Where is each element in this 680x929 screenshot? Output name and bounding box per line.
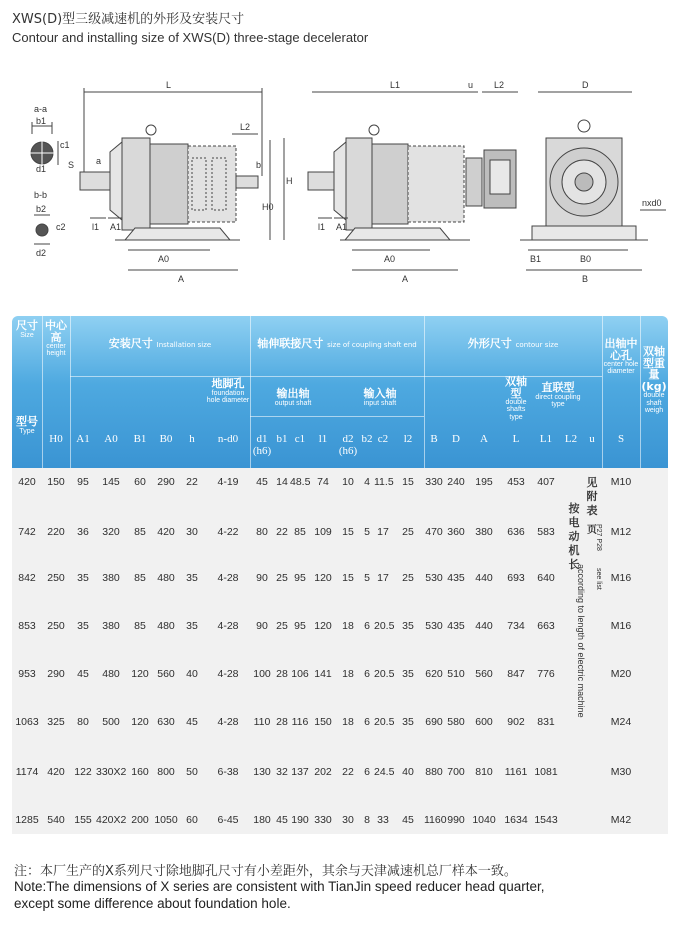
table-cell: 1050: [154, 814, 178, 826]
table-cell: 160: [131, 766, 149, 778]
table-cell: 95: [294, 572, 306, 584]
header-foundation: 地脚孔 foundation hole diameter: [206, 377, 250, 404]
table-cell: 600: [475, 716, 493, 728]
table-cell: 109: [314, 526, 332, 538]
header-direct-coupling: 直联型 direct coupling type: [535, 381, 581, 408]
table-cell: 28: [276, 716, 288, 728]
end-view: [520, 92, 666, 270]
table-cell: 510: [447, 668, 465, 680]
table-cell: 580: [447, 716, 465, 728]
table-cell: 620: [425, 668, 443, 680]
table-cell: 95: [294, 620, 306, 632]
table-cell: 290: [157, 476, 175, 488]
table-cell: 500: [102, 716, 120, 728]
column-header: L1: [539, 433, 553, 445]
table-cell: 90: [256, 620, 268, 632]
table-cell: 145: [102, 476, 120, 488]
table-cell: 17: [377, 526, 389, 538]
header-installation: 安装尺寸 Installation size: [108, 337, 212, 350]
table-cell: 847: [507, 668, 525, 680]
table-cell: 880: [425, 766, 443, 778]
table-cell: 80: [77, 716, 89, 728]
table-cell: 560: [475, 668, 493, 680]
shaft-section-b: [36, 224, 48, 236]
table-cell: 20.5: [374, 620, 395, 632]
table-cell: 330: [425, 476, 443, 488]
table-cell: 831: [537, 716, 555, 728]
table-cell: 420: [47, 766, 65, 778]
column-header: u: [589, 433, 595, 445]
table-cell: 30: [342, 814, 354, 826]
table-cell: 380: [102, 620, 120, 632]
table-cell: 45: [276, 814, 288, 826]
l2-note-cn: 按电动机长: [568, 502, 580, 571]
table-cell: 40: [402, 766, 414, 778]
column-header: n-d0: [217, 433, 239, 445]
table-cell: M20: [610, 668, 632, 680]
column-header: H0: [49, 433, 63, 445]
table-cell: 6-45: [217, 814, 239, 826]
note-english-line-1: Note:The dimensions of X series are consistent with TianJin speed reducer head quarter,: [14, 879, 545, 894]
table-cell: 195: [475, 476, 493, 488]
table-cell: 150: [314, 716, 332, 728]
table-cell: 90: [256, 572, 268, 584]
table-cell: 953: [18, 668, 36, 680]
table-cell: 4: [364, 476, 370, 488]
label-a-a: a-a: [34, 104, 48, 114]
column-header: B0: [159, 433, 173, 445]
table-cell: 1081: [534, 766, 558, 778]
table-cell: 24.5: [374, 766, 395, 778]
table-cell: 106: [291, 668, 309, 680]
table-cell: 1160: [424, 814, 447, 826]
table-cell: 35: [186, 572, 198, 584]
table-cell: 33: [377, 814, 389, 826]
table-cell: 30: [186, 526, 198, 538]
table-cell: 360: [447, 526, 465, 538]
table-row: [12, 616, 668, 636]
label-l1-direct: l1: [318, 222, 326, 232]
table-row: [12, 712, 668, 732]
table-cell: 110: [253, 716, 271, 728]
table-cell: 380: [102, 572, 120, 584]
table-cell: 407: [537, 476, 555, 488]
table-cell: 380: [475, 526, 493, 538]
table-cell: 35: [77, 620, 89, 632]
table-cell: 20.5: [374, 716, 395, 728]
table-cell: 85: [134, 620, 146, 632]
header-type-size: 尺寸 Size: [16, 319, 38, 339]
column-header: S: [617, 433, 625, 445]
table-cell: 100: [253, 668, 271, 680]
table-cell: 250: [47, 572, 65, 584]
label-L2-direct: L2: [494, 80, 505, 90]
table-cell: 6: [364, 668, 370, 680]
table-cell: 35: [77, 572, 89, 584]
table-cell: 116: [291, 716, 309, 728]
table-cell: 22: [276, 526, 288, 538]
column-header: d1 (h6): [252, 433, 272, 457]
header-type: 型号 Type: [16, 415, 38, 435]
table-cell: 35: [402, 668, 414, 680]
table-cell: 990: [447, 814, 465, 826]
table-cell: 530: [425, 620, 443, 632]
table-cell: 150: [47, 476, 65, 488]
reducer-dimension-drawing: [0, 50, 680, 286]
label-A1-direct: A1: [336, 222, 348, 232]
column-header: B1: [133, 433, 147, 445]
table-cell: 15: [402, 476, 414, 488]
table-cell: 560: [157, 668, 175, 680]
header-input-shaft: 输入轴 input shaft: [363, 387, 397, 407]
table-cell: 4-22: [217, 526, 239, 538]
header-output-shaft: 输出轴 output shaft: [274, 387, 312, 407]
table-cell: 40: [186, 668, 198, 680]
u-note-cn: 见附表: [586, 476, 598, 517]
table-row: [12, 762, 668, 782]
table-cell: 80: [256, 526, 268, 538]
column-header: A0: [104, 433, 118, 445]
note-chinese: 注：本厂生产的X系列尺寸除地脚孔尺寸有小差距外，其余与天津减速机总厂样本一致。: [14, 864, 517, 879]
table-cell: 690: [425, 716, 443, 728]
table-cell: 8: [364, 814, 370, 826]
label-S: S: [68, 160, 75, 170]
label-D: D: [582, 80, 589, 90]
label-b-b: b-b: [34, 190, 48, 200]
table-header: [12, 316, 668, 468]
column-header: D: [452, 433, 460, 445]
table-cell: M10: [610, 476, 632, 488]
table-cell: 20.5: [374, 668, 395, 680]
title-english: Contour and installing size of XWS(D) three-stage decelerator: [12, 30, 369, 45]
table-cell: 180: [253, 814, 271, 826]
label-c2: c2: [56, 222, 66, 232]
table-cell: 11.5: [374, 476, 394, 488]
label-L: L: [166, 80, 172, 90]
table-cell: 28: [276, 668, 288, 680]
table-cell: 4-28: [217, 716, 239, 728]
header-center-height: 中心高 center height: [45, 319, 67, 358]
table-cell: 530: [425, 572, 443, 584]
column-header: c2: [377, 433, 389, 445]
label-H: H: [286, 176, 293, 186]
table-cell: 22: [186, 476, 198, 488]
label-A0-direct: A0: [384, 254, 396, 264]
table-cell: 700: [447, 766, 465, 778]
table-cell: 453: [507, 476, 525, 488]
column-header: A: [480, 433, 488, 445]
table-cell: 48.5: [290, 476, 311, 488]
table-cell: 583: [537, 526, 555, 538]
column-header: b2: [361, 433, 373, 445]
dimension-table: [12, 316, 668, 834]
label-B1: B1: [530, 254, 542, 264]
table-cell: 200: [131, 814, 149, 826]
table-cell: 60: [134, 476, 146, 488]
table-cell: 1063: [15, 716, 39, 728]
table-cell: 220: [47, 526, 65, 538]
table-cell: 5: [364, 526, 370, 538]
label-B: B: [582, 274, 589, 284]
table-cell: 10: [342, 476, 354, 488]
label-a: a: [96, 156, 102, 166]
u-note-pages: P27 P28: [595, 524, 602, 551]
label-b2: b2: [36, 204, 47, 214]
table-cell: 45: [77, 668, 89, 680]
column-header: l2: [403, 433, 413, 445]
table-cell: 630: [157, 716, 175, 728]
table-cell: 36: [77, 526, 89, 538]
header-weight: 双轴型重量(kg) double shaft weigh: [641, 345, 667, 414]
table-cell: 18: [342, 668, 354, 680]
table-cell: 250: [47, 620, 65, 632]
label-A: A: [178, 274, 185, 284]
label-B0: B0: [580, 254, 592, 264]
table-cell: 440: [475, 572, 493, 584]
table-cell: 202: [314, 766, 332, 778]
table-cell: 540: [47, 814, 65, 826]
table-cell: M24: [610, 716, 632, 728]
table-cell: 902: [507, 716, 525, 728]
table-cell: 480: [157, 620, 175, 632]
table-cell: 25: [276, 620, 288, 632]
table-cell: 1174: [15, 766, 39, 778]
table-cell: 325: [47, 716, 65, 728]
table-row: [12, 810, 668, 830]
table-cell: 32: [276, 766, 288, 778]
table-cell: 17: [377, 572, 389, 584]
column-header: L: [512, 433, 520, 445]
table-cell: 22: [342, 766, 354, 778]
table-cell: 842: [18, 572, 36, 584]
table-cell: 6: [364, 620, 370, 632]
label-A0: A0: [158, 254, 170, 264]
label-c1: c1: [60, 140, 70, 150]
table-cell: 663: [537, 620, 555, 632]
table-cell: 14: [276, 476, 288, 488]
column-header: l1: [318, 433, 328, 445]
table-cell: 330: [314, 814, 332, 826]
table-cell: M12: [610, 526, 632, 538]
table-cell: 420X2: [96, 814, 127, 826]
table-cell: 734: [507, 620, 525, 632]
table-cell: 35: [402, 716, 414, 728]
table-cell: 420: [18, 476, 36, 488]
table-cell: 435: [447, 620, 465, 632]
table-cell: 435: [447, 572, 465, 584]
table-cell: 45: [402, 814, 414, 826]
table-cell: 470: [425, 526, 443, 538]
column-header: b1: [276, 433, 288, 445]
label-b1: b1: [36, 116, 47, 126]
table-cell: 800: [157, 766, 175, 778]
table-cell: 25: [402, 572, 414, 584]
table-cell: 6-38: [217, 766, 239, 778]
table-cell: 25: [402, 526, 414, 538]
table-row: [12, 664, 668, 684]
table-cell: 50: [186, 766, 198, 778]
column-header: B: [430, 433, 438, 445]
label-d2: d2: [36, 248, 47, 258]
table-cell: 4-19: [217, 476, 239, 488]
table-cell: 1040: [472, 814, 496, 826]
table-cell: 290: [47, 668, 65, 680]
double-shaft-reducer-view: [80, 88, 284, 270]
table-cell: 155: [74, 814, 92, 826]
table-cell: 480: [102, 668, 120, 680]
table-cell: 15: [342, 526, 354, 538]
table-cell: 120: [131, 668, 149, 680]
table-cell: 240: [447, 476, 465, 488]
table-cell: 6: [364, 716, 370, 728]
table-row: [12, 472, 668, 492]
table-cell: 1543: [534, 814, 558, 826]
title-chinese: XWS(D)型三级减速机的外形及安装尺寸: [12, 12, 245, 27]
table-cell: 4-28: [217, 572, 239, 584]
table-cell: 120: [314, 572, 332, 584]
table-cell: 15: [342, 572, 354, 584]
table-cell: 1161: [504, 766, 528, 778]
label-b: b: [256, 160, 262, 170]
table-cell: 45: [256, 476, 268, 488]
table-cell: M16: [610, 572, 632, 584]
table-cell: 440: [475, 620, 493, 632]
table-cell: 853: [18, 620, 36, 632]
column-header: h: [189, 433, 195, 445]
table-cell: M16: [610, 620, 632, 632]
label-d1: d1: [36, 164, 47, 174]
table-cell: M42: [610, 814, 632, 826]
table-cell: 60: [186, 814, 198, 826]
note-english: [14, 878, 674, 912]
note-english-line-2: except some difference about foundation hole.: [14, 896, 291, 911]
table-cell: 35: [186, 620, 198, 632]
table-cell: 190: [291, 814, 309, 826]
table-cell: 4-28: [217, 620, 239, 632]
column-header: d2 (h6): [338, 433, 358, 457]
table-cell: 85: [294, 526, 306, 538]
table-cell: 5: [364, 572, 370, 584]
table-body: [12, 468, 668, 834]
table-cell: 74: [317, 476, 329, 488]
table-cell: 693: [507, 572, 525, 584]
table-cell: 122: [74, 766, 92, 778]
label-L1: L1: [390, 80, 401, 90]
table-cell: 810: [475, 766, 493, 778]
u-note-en: see list: [595, 568, 602, 590]
header-double-shafts: 双轴型 double shafts type: [505, 375, 527, 421]
table-cell: 85: [134, 572, 146, 584]
table-cell: 4-28: [217, 668, 239, 680]
table-cell: 120: [131, 716, 149, 728]
label-l1: l1: [92, 222, 100, 232]
table-cell: 1634: [504, 814, 528, 826]
table-cell: 776: [537, 668, 555, 680]
table-cell: 330X2: [96, 766, 127, 778]
column-header: A1: [76, 433, 90, 445]
table-cell: 95: [77, 476, 89, 488]
table-cell: 141: [314, 668, 332, 680]
label-nxd0: nxd0: [642, 198, 662, 208]
label-A1: A1: [110, 222, 122, 232]
u-note-cn2: 页: [587, 525, 597, 536]
header-output-center: 出轴中心孔 center hole diameter: [603, 337, 639, 376]
table-cell: 85: [134, 526, 146, 538]
table-cell: M30: [610, 766, 632, 778]
table-cell: 137: [291, 766, 309, 778]
table-cell: 742: [18, 526, 36, 538]
label-L2: L2: [240, 122, 251, 132]
table-cell: 480: [157, 572, 175, 584]
table-cell: 640: [537, 572, 555, 584]
table-cell: 120: [314, 620, 332, 632]
label-A-direct: A: [402, 274, 409, 284]
column-header: c1: [294, 433, 306, 445]
table-cell: 35: [402, 620, 414, 632]
table-cell: 18: [342, 620, 354, 632]
column-header: L2: [564, 433, 578, 445]
table-cell: 45: [186, 716, 198, 728]
table-cell: 6: [364, 766, 370, 778]
label-H0: H0: [262, 202, 274, 212]
l2-note-en: according to length of electric machine: [576, 564, 586, 718]
header-contour: 外形尺寸 contour size: [467, 337, 559, 350]
table-cell: 130: [253, 766, 271, 778]
table-cell: 18: [342, 716, 354, 728]
table-cell: 25: [276, 572, 288, 584]
direct-coupling-reducer-view: [308, 92, 518, 270]
label-u: u: [468, 80, 474, 90]
table-cell: 320: [102, 526, 120, 538]
header-coupling: 轴伸联接尺寸 size of coupling shaft end: [257, 337, 417, 350]
table-cell: 636: [507, 526, 525, 538]
table-cell: 1285: [15, 814, 39, 826]
table-cell: 420: [157, 526, 175, 538]
